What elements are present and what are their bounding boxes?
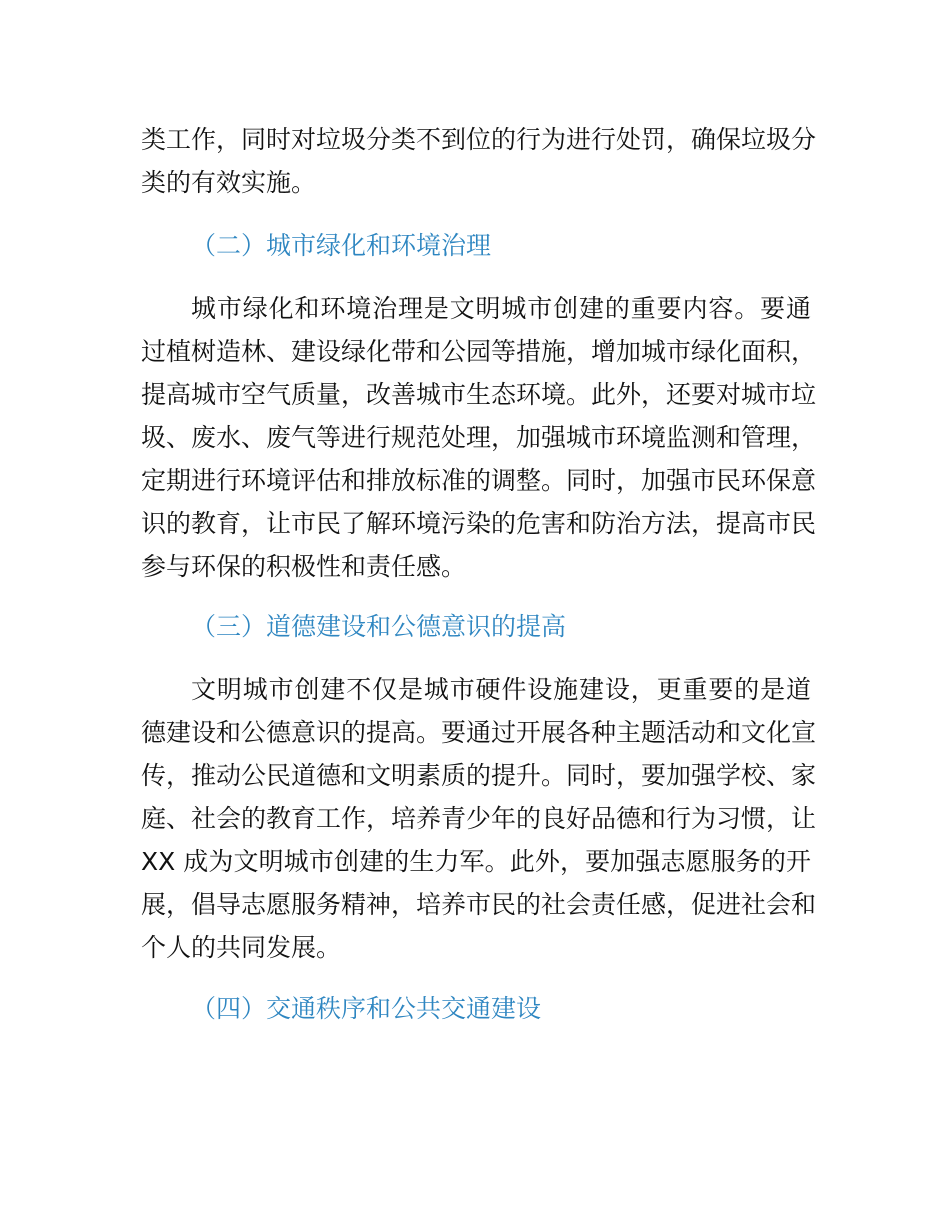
section-heading-4: （四）交通秩序和公共交通建设 <box>191 994 542 1023</box>
paragraph-line: 类的有效实施。 <box>141 168 317 197</box>
paragraph-line: XX 成为文明城市创建的生力军。此外，要加强志愿服务的开 <box>141 847 811 876</box>
paragraph-line: 参与环保的积极性和责任感。 <box>141 552 467 581</box>
section-heading-3: （三）道德建设和公德意识的提高 <box>191 612 567 641</box>
paragraph-line: 个人的共同发展。 <box>141 933 342 962</box>
paragraph-line: 传，推动公民道德和文明素质的提升。同时，要加强学校、家 <box>141 761 817 790</box>
paragraph-line: 类工作，同时对垃圾分类不到位的行为进行处罚，确保垃圾分 <box>141 125 817 154</box>
paragraph-line: 定期进行环境评估和排放标准的调整。同时，加强市民环保意 <box>141 466 817 495</box>
paragraph-line: 提高城市空气质量，改善城市生态环境。此外，还要对城市垃 <box>141 380 817 409</box>
paragraph-line: 圾、废水、废气等进行规范处理，加强城市环境监测和管理， <box>141 423 817 452</box>
paragraph-line: 德建设和公德意识的提高。要通过开展各种主题活动和文化宣 <box>141 718 817 747</box>
paragraph-line: 城市绿化和环境治理是文明城市创建的重要内容。要通 <box>191 294 811 323</box>
paragraph-line: 识的教育，让市民了解环境污染的危害和防治方法，提高市民 <box>141 509 817 538</box>
section-heading-2: （二）城市绿化和环境治理 <box>191 231 492 260</box>
paragraph-line: 展，倡导志愿服务精神，培养市民的社会责任感，促进社会和 <box>141 890 817 919</box>
paragraph-line: 庭、社会的教育工作，培养青少年的良好品德和行为习惯，让 <box>141 804 817 833</box>
paragraph-line: 过植树造林、建设绿化带和公园等措施，增加城市绿化面积， <box>141 337 817 366</box>
paragraph-line: 文明城市创建不仅是城市硬件设施建设，更重要的是道 <box>191 675 811 704</box>
